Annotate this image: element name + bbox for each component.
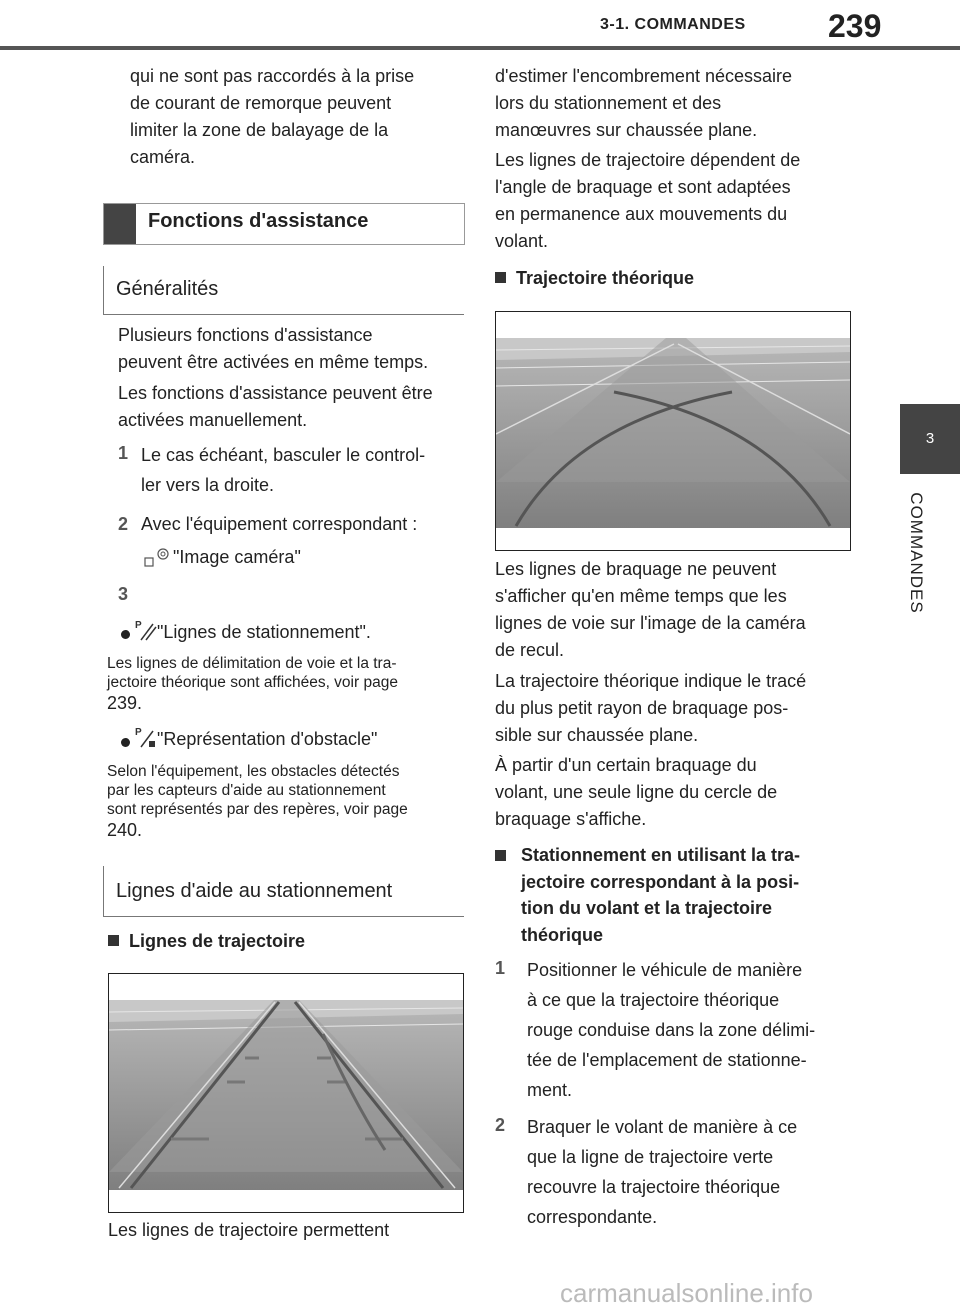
parking-lines-icon <box>135 618 157 642</box>
intro-paragraph: qui ne sont pas raccordés à la prise de courant de remorque peuvent limiter la zone de balayage de la caméra. <box>130 66 415 167</box>
step-2-text: Avec l'équipement correspondant : <box>141 514 418 534</box>
right-step-2-number: 2 <box>495 1115 506 1135</box>
running-header-section: 3-1. COMMANDES <box>600 16 746 33</box>
step-3-number: 3 <box>118 584 129 604</box>
heading-square-marker <box>495 849 511 865</box>
note-lignes-delimitation: Les lignes de délimitation de voie et la tra- jectoire théorique sont affichées, voir page 239. <box>107 655 398 713</box>
right-step-2-text: Braquer le volant de manière à ce que la ligne de trajectoire verte recouvre la trajectoire théorique correspondante. <box>527 1117 798 1227</box>
bullet-dot <box>121 738 130 747</box>
paragraph-lignes-braquage: Les lignes de braquage ne peuvent s'afficher qu'en même temps que les lignes de voie sur l'image de la caméra de recul. <box>495 559 806 660</box>
paragraph-plusieurs: Plusieurs fonctions d'assistance peuvent être activées en même temps. <box>118 325 429 372</box>
paragraph-permettent: Les lignes de trajectoire permettent <box>108 1220 390 1240</box>
svg-text:P: P <box>135 620 142 631</box>
figure-trajectoire-theorique <box>495 311 851 551</box>
step-1-text: Le cas échéant, basculer le control- ler vers la droite. <box>141 445 426 495</box>
paragraph-trajectoire-theorique: La trajectoire théorique indique le tracé du plus petit rayon de braquage pos- sible sur chaussée plane. <box>495 671 807 745</box>
heading-square-marker <box>495 272 506 283</box>
chapter-tab: 3 <box>900 404 960 474</box>
page-number: 239 <box>828 8 882 44</box>
step-1-number: 1 <box>118 443 129 463</box>
svg-text:P: P <box>135 727 142 738</box>
subheading-generalites: Généralités <box>103 266 464 315</box>
bullet-representation-obstacle: "Représentation d'obstacle" <box>157 729 378 749</box>
subheading-lignes-aide: Lignes d'aide au stationnement <box>103 866 464 917</box>
subsection-lignes-trajectoire: Lignes de trajectoire <box>108 928 305 955</box>
right-step-1-number: 1 <box>495 958 506 978</box>
step-2-number: 2 <box>118 514 129 534</box>
chapter-tab-label: COMMANDES <box>907 492 926 614</box>
paragraph-cercle-braquage: À partir d'un certain braquage du volant, une seule ligne du cercle de braquage s'affiche. <box>495 755 778 829</box>
paragraph-activees: Les fonctions d'assistance peuvent être activées manuellement. <box>118 383 433 430</box>
note-obstacles: Selon l'équipement, les obstacles détectés par les capteurs d'aide au stationnement sont représentés par des repères, voir page 240. <box>107 763 408 840</box>
right-step-1-text: Positionner le véhicule de manière à ce que la trajectoire théorique rouge conduise dans la zone délimi- tée de l'emplacement de stationne- ment. <box>527 960 816 1100</box>
heading-square-marker <box>108 935 119 946</box>
subsection-stationnement: Stationnement en utilisant la tra- jectoire correspondant à la posi- tion du volant et la trajectoire théorique <box>521 845 801 945</box>
paragraph-dependent: Les lignes de trajectoire dépendent de l'angle de braquage et sont adaptées en permanence aux mouvements du volant. <box>495 150 801 251</box>
bullet-dot <box>121 630 130 639</box>
paragraph-estimer: d'estimer l'encombrement nécessaire lors du stationnement et des manœuvres sur chaussée plane. <box>495 66 792 140</box>
section-heading-fonctions: Fonctions d'assistance <box>103 203 465 245</box>
obstacle-icon <box>135 725 157 749</box>
header-rule <box>0 46 960 50</box>
figure-lignes-trajectoire <box>108 973 464 1213</box>
watermark: carmanualsonline.info <box>560 1278 813 1308</box>
option-image-camera: "Image caméra" <box>173 547 301 567</box>
subsection-trajectoire-theorique: Trajectoire théorique <box>495 265 694 292</box>
bullet-lignes-stationnement: "Lignes de stationnement". <box>157 622 371 642</box>
camera-settings-icon <box>143 546 173 572</box>
